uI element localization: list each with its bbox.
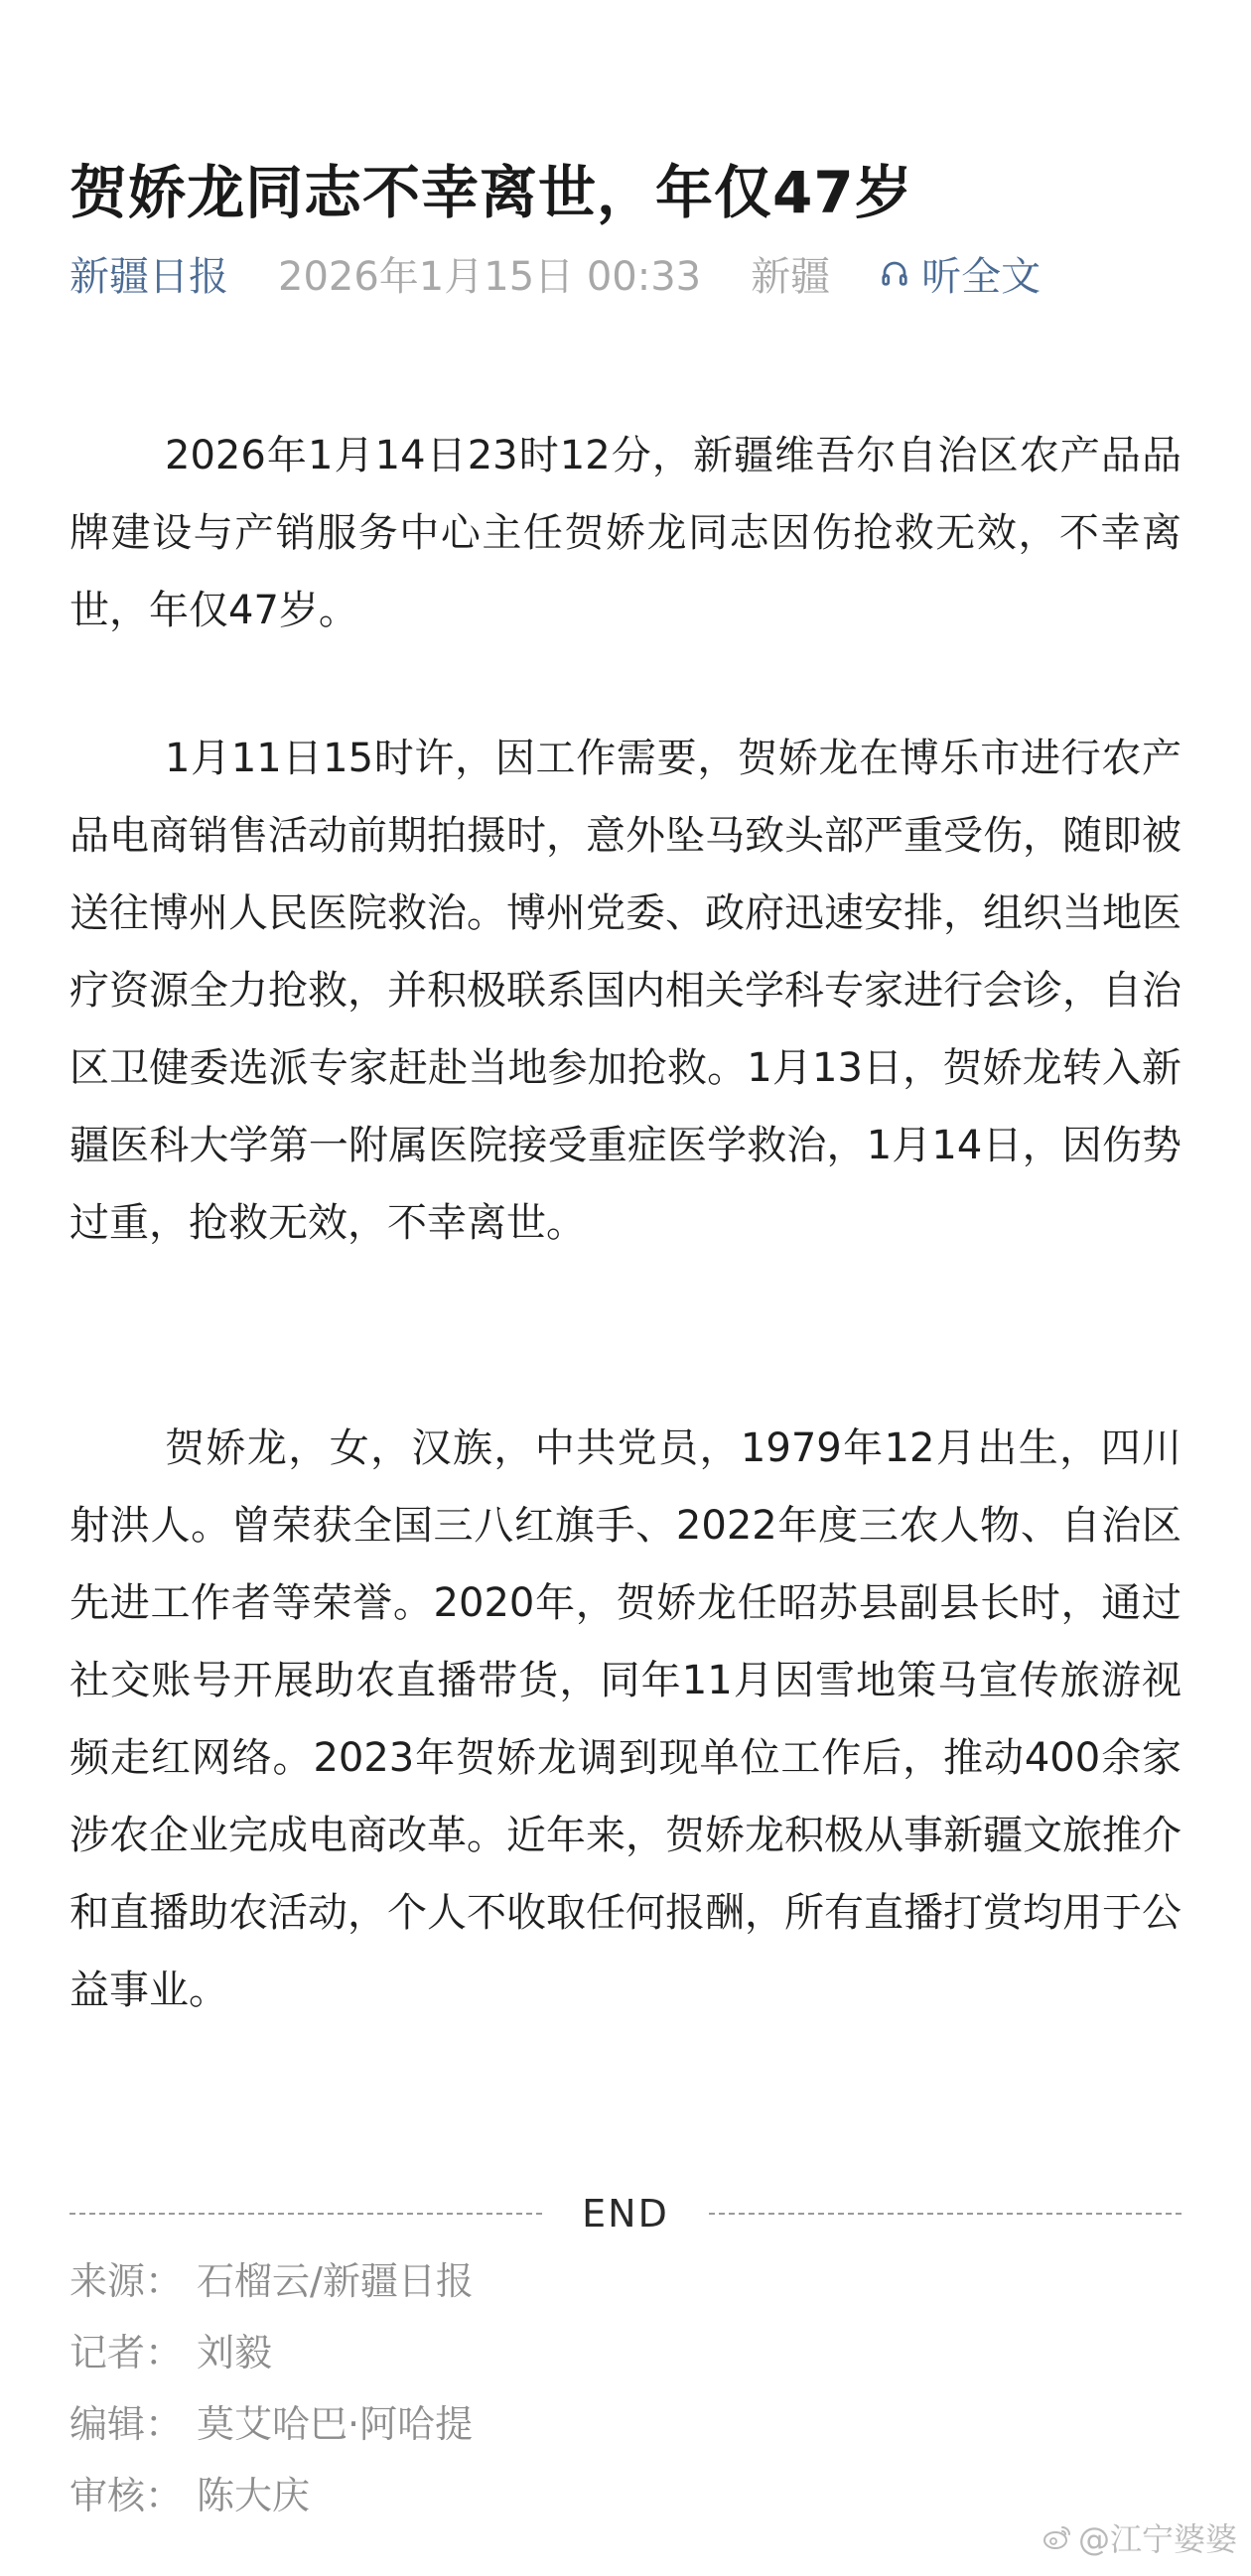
credit-reporter [70,2317,1182,2388]
end-label: END [582,2192,669,2236]
credit-value: 陈大庆 [197,2474,311,2517]
article-paragraph: 1月11日15时许，因工作需要，贺娇龙在博乐市进行农产品电商销售活动前期拍摄时，意外坠马致头部严重受伤，随即被送往博州人民医院救治。博州党委、政府迅速安排，组织当地医疗资源全力抢救，并积极联系国内相关学科专家进行会诊，自治区卫健委选派专家赶赴当地参加抢救。1月13日，贺娇龙转入新疆医科大学第一附属医院接受重症医学救治，1月14日，因伤势过重，抢救无效，不幸离世。 [70,736,1182,1246]
divider-line [709,2213,1182,2215]
credit-label: 记者： [70,2331,184,2374]
listen-full-text-button[interactable] [880,245,1041,302]
weibo-icon [1042,2524,1072,2550]
credit-source [70,2245,1182,2317]
credit-label: 编辑： [70,2402,184,2446]
region-label: 新疆 [751,253,831,300]
listen-label: 听全文 [921,253,1042,300]
article-title: 贺娇龙同志不幸离世，年仅47岁 [70,158,913,226]
publish-date: 2026年1月15日 00:33 [278,253,702,300]
credit-label: 审核： [70,2474,184,2517]
credit-label: 来源： [70,2259,184,2303]
watermark-text: @江宁婆婆 [1077,2520,1237,2558]
credit-editor [70,2388,1182,2460]
credit-value: 刘毅 [197,2331,273,2374]
credits-list [70,2245,1182,2531]
end-divider [70,2184,1182,2243]
headphones-icon [880,258,909,288]
source-link[interactable]: 新疆日报 [70,253,228,300]
credit-value: 石榴云/新疆日报 [197,2259,474,2303]
article-paragraph: 2026年1月14日23时12分，新疆维吾尔自治区农产品品牌建设与产销服务中心主任贺娇龙同志因伤抢救无效，不幸离世，年仅47岁。 [70,433,1182,633]
divider-line [70,2213,542,2215]
article-paragraph: 贺娇龙，女，汉族，中共党员，1979年12月出生，四川射洪人。曾荣获全国三八红旗手、2022年度三农人物、自治区先进工作者等荣誉。2020年，贺娇龙任昭苏县副县长时，通过社交账号开展助农直播带货，同年11月因雪地策马宣传旅游视频走红网络。2023年贺娇龙调到现单位工作后，推动400余家涉农企业完成电商改革。近年来，贺娇龙积极从事新疆文旅推介和直播助农活动，个人不收取任何报酬，所有直播打赏均用于公益事业。 [70,1425,1182,2013]
credit-value: 莫艾哈巴·阿哈提 [197,2402,474,2446]
watermark [1042,2514,1237,2560]
article-meta [70,243,1041,303]
credit-reviewer [70,2460,1182,2531]
